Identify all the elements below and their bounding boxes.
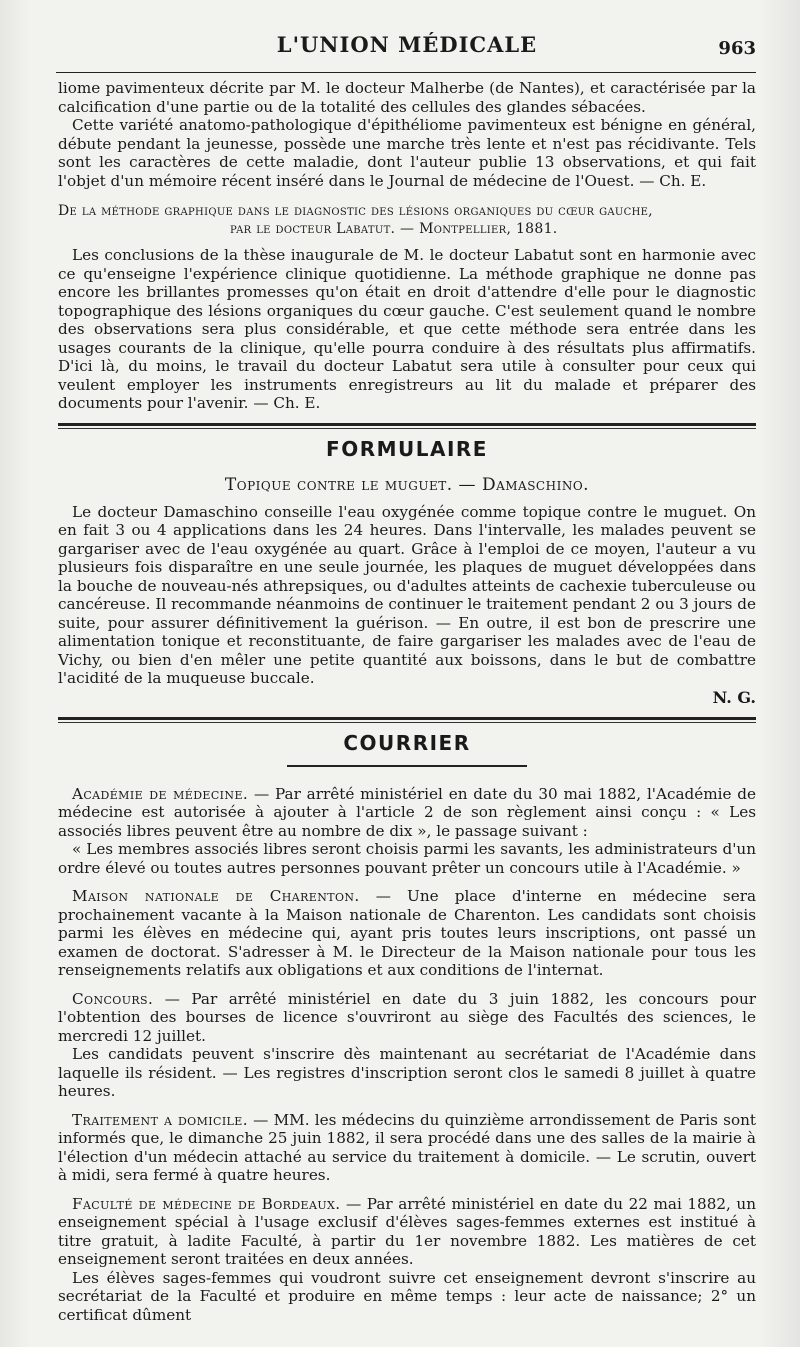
news-item — [58, 1195, 756, 1325]
news-heading: Académie de médecine. — [72, 784, 249, 803]
formulaire-title: FORMULAIRE — [326, 436, 488, 461]
news-heading: Faculté de médecine de Bordeaux. — [72, 1194, 341, 1213]
news-extra: Les élèves sages-femmes qui voudront suivre cet enseignement devront s'inscrire au secrétariat de la Faculté et produire en même temps : leur acte de naissance; 2° un certificat dûment — [58, 1268, 756, 1324]
section-divider — [58, 423, 756, 429]
news-heading: Concours. — [72, 989, 154, 1008]
review-title: De la méthode graphique dans le diagnostic des lésions organiques du cœur gauche, — [58, 203, 653, 219]
formulaire-signature: N. G. — [712, 687, 756, 707]
intro-paragraph-1: liome pavimenteux décrite par M. le docteur Malherbe (de Nantes), et caractérisée par la calcification d'une partie ou de la totalité des cellules des glandes sébacées. — [58, 79, 756, 116]
news-text: — MM. les médecins du quinzième arrondissement de Paris sont informés que, le dimanche 25 juin 1882, il sera procédé dans une des salles de la mairie à l'élection d'un médecin attaché au service du traitement à domicile. — Le scrutin, ouvert à midi, sera fermé à quatre heures. — [58, 1110, 757, 1184]
courrier-rule — [287, 765, 527, 767]
news-item — [58, 887, 756, 980]
news-item — [58, 990, 756, 1101]
news-text: — Par arrêté ministériel en date du 30 mai 1882, l'Académie de médecine est autorisée à ajouter à l'article 2 de son règlement ainsi conçu : « Les associés libres peuvent être au nombre de dix », le passage suivant : — [58, 784, 757, 840]
news-item — [58, 1111, 756, 1185]
news-text: — Une place d'interne en médecine sera prochainement vacante à la Maison nationale de Charenton. Les candidats sont choisis parmi les élèves en médecine qui, ayant pris toutes leurs inscriptions, ont passé un examen de doctorat. S'adresser à M. le Directeur de la Maison nationale pour tous les renseignements relatifs aux obligations et aux conditions de l'internat. — [58, 887, 757, 979]
review-title-block — [58, 202, 756, 238]
news-text: — Par arrêté ministériel en date du 22 mai 1882, un enseignement spécial à l'usage exclusif d'élèves sages-femmes externes est institué à titre gratuit, à ladite Faculté, à partir du 1er novembre 1882. Les matières de cet enseignement seront traitées en deux années. — [58, 1194, 756, 1268]
journal-title: L'UNION MÉDICALE — [276, 32, 538, 57]
formulaire-body: Le docteur Damaschino conseille l'eau oxygénée comme topique contre le muguet. On en fait 3 ou 4 applications dans les 24 heures. Dans l'intervalle, les malades peuvent se gargariser avec de l'eau oxygénée au quart. Grâce à l'emploi de ce moyen, l'auteur a vu plusieurs fois disparaître en une seule journée, les plaques de muguet développées dans la bouche de nouveau-nés athrepsiques, ou d'adultes atteints de cachexie tuberculeuse ou cancéreuse. Il recommande néanmoins de continuer le traitement pendant 2 ou 3 jours de suite, pour assurer définitivement la guérison. — En outre, il est bon de prescrire une alimentation tonique et reconstituante, de faire gargariser les malades avec de l'eau de Vichy, ou bien d'en mêler une petite quantité aux boissons, dans le but de combattre l'acidité de la muqueuse buccale. — [58, 502, 756, 687]
news-heading: Maison nationale de Charenton. — [72, 887, 360, 905]
news-extra: Les candidats peuvent s'inscrire dès maintenant au secrétariat de l'Académie dans laquelle ils résident. — Les registres d'inscription seront clos le samedi 8 juillet à quatre heures. — [58, 1045, 756, 1100]
formulaire-subtitle: Topique contre le muguet. — Damaschino. — [224, 474, 590, 495]
review-author-line: par le docteur Labatut. — Montpellier, 1881. — [230, 221, 558, 237]
news-item — [58, 785, 756, 878]
news-heading: Traitement a domicile. — [72, 1110, 248, 1129]
section-divider — [58, 717, 756, 723]
news-extra: « Les membres associés libres seront choisis parmi les savants, les administrateurs d'un ordre élevé ou toutes autres personnes pouvant prêter un concours utile à l'Académie. » — [58, 840, 756, 877]
courrier-title: COURRIER — [343, 730, 471, 755]
page-number: 963 — [718, 38, 756, 59]
intro-paragraph-2: Cette variété anatomo-pathologique d'épithéliome pavimenteux est bénigne en général, débute pendant la jeunesse, possède une marche très lente et n'est pas récidivante. Tels sont les caractères de cette maladie, dont l'auteur publie 13 observations, et qui fait l'objet d'un mémoire récent inséré dans le Journal de médecine de l'Ouest. — Ch. E. — [58, 116, 756, 190]
running-head — [58, 0, 756, 62]
header-rule — [56, 72, 756, 73]
review-body: Les conclusions de la thèse inaugurale de M. le docteur Labatut sont en harmonie avec ce qu'enseigne l'expérience clinique quotidienne. La méthode graphique ne donne pas encore les brillantes promesses qu'on était en droit d'attendre d'elle pour le diagnostic topographique des lésions organiques du cœur gauche. C'est seulement quand le nombre des observations sera plus considérable, et que cette méthode sera entrée dans les usages courants de la clinique, qu'elle pourra conduire à des résultats plus affirmatifs. D'ici là, du moins, le travail du docteur Labatut sera utile à consulter pour ceux qui veulent employer les instruments enregistreurs au lit du malade et préparer des documents pour l'avenir. — Ch. E. — [58, 246, 756, 412]
news-text: — Par arrêté ministériel en date du 3 juin 1882, les concours pour l'obtention des bourses de licence s'ouvriront au siège des Facultés des sciences, le mercredi 12 juillet. — [58, 989, 756, 1045]
